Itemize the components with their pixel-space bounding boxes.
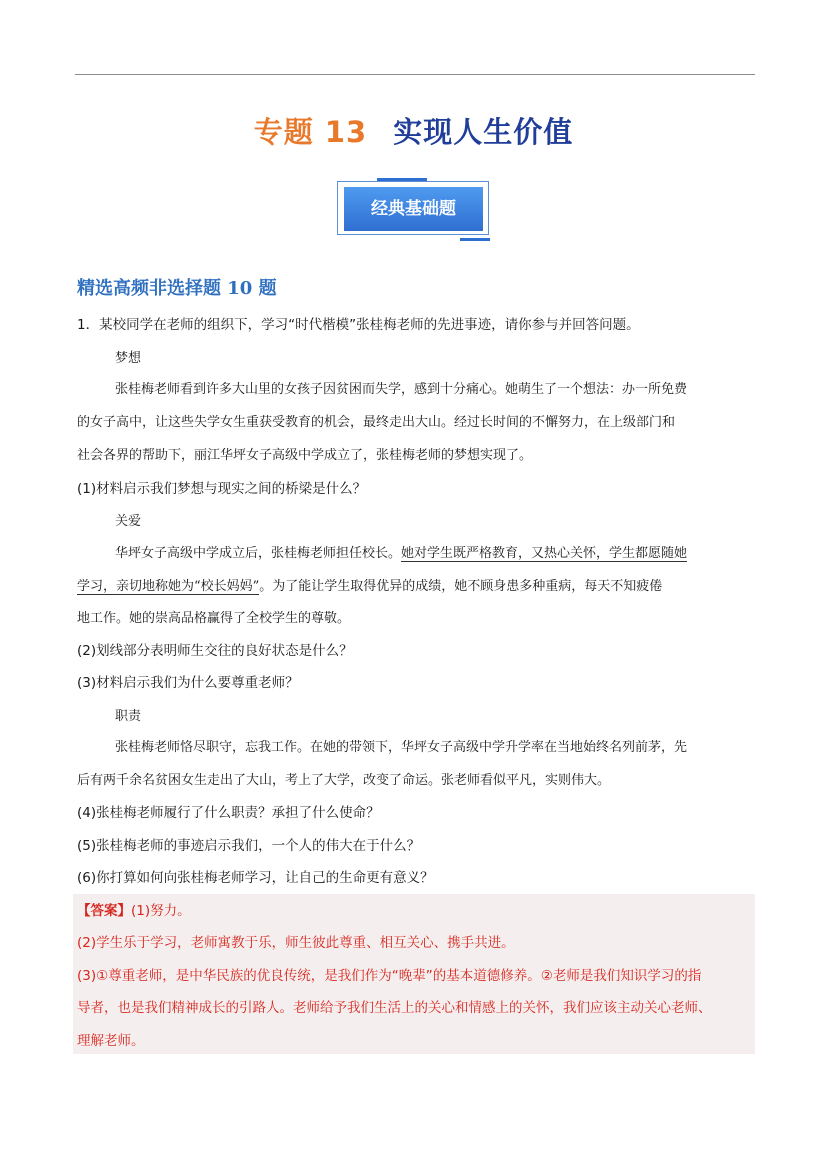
sub-question-2: (2)划线部分表明师生交往的良好状态是什么？ (77, 643, 353, 659)
sub-question-6: (6)你打算如何向张桂梅老师学习，让自己的生命更有意义？ (77, 870, 434, 886)
page-title (0, 110, 827, 151)
answer-line-3: 理解老师。 (77, 1033, 145, 1049)
answer-line-1: 【答案】(1)努力。 (77, 903, 191, 919)
material-line: 张桂梅老师恪尽职守，忘我工作。在她的带领下，华坪女子高级中学升学率在当地始终名列前茅，先 (115, 740, 688, 755)
material-line: 社会各界的帮助下，丽江华坪女子高级中学成立了，张桂梅老师的梦想实现了。 (77, 448, 533, 463)
material-heading-dream: 梦想 (115, 351, 142, 366)
sub-question-5: (5)张桂梅老师的事迹启示我们，一个人的伟大在于什么？ (77, 838, 421, 854)
answer-line-3: (3)①尊重老师，是中华民族的优良传统，是我们作为“晚辈”的基本道德修养。②老师是我们知识学习的指 (77, 968, 702, 984)
material-heading-care: 关爱 (115, 514, 142, 529)
title-prefix: 专题 13 (253, 115, 368, 149)
header-rule (75, 74, 755, 75)
sub-question-1: (1)材料启示我们梦想与现实之间的桥梁是什么？ (77, 481, 367, 497)
underlined-text: 学习，亲切地称她为“校长妈妈” (77, 579, 260, 594)
underlined-text: 她对学生既严格教育，又热心关怀，学生都愿随她 (401, 546, 688, 561)
badge-label: 经典基础题 (344, 187, 483, 231)
material-heading-duty: 职责 (115, 709, 142, 724)
category-badge (337, 181, 490, 238)
answer-tag: 【答案】 (77, 903, 131, 919)
answer-line-2: (2)学生乐于学习，老师寓教于乐，师生彼此尊重、相互关心、携手共进。 (77, 935, 515, 951)
question-intro: 1．某校同学在老师的组织下，学习“时代楷模”张桂梅老师的先进事迹，请你参与并回答问题。 (77, 317, 640, 333)
sub-question-4: (4)张桂梅老师履行了什么职责？承担了什么使命？ (77, 805, 380, 821)
section-heading: 精选高频非选择题 10 题 (77, 278, 277, 299)
material-line: 华坪女子高级中学成立后，张桂梅老师担任校长。她对学生既严格教育，又热心关怀，学生都愿随她 (115, 546, 688, 561)
material-line: 的女子高中，让这些失学女生重获受教育的机会，最终走出大山。经过长时间的不懈努力，在上级部门和 (77, 415, 676, 430)
answer-line-3: 导者，也是我们精神成长的引路人。老师给予我们生活上的关心和情感上的关怀，我们应该主动关心老师、 (77, 1000, 712, 1016)
sub-question-3: (3)材料启示我们为什么要尊重老师？ (77, 675, 299, 691)
material-line: 学习，亲切地称她为“校长妈妈”。为了能让学生取得优异的成绩，她不顾身患多种重病，每天不知疲倦 (77, 579, 663, 594)
title-main: 实现人生价值 (393, 115, 574, 149)
material-line: 地工作。她的崇高品格赢得了全校学生的尊敬。 (77, 611, 351, 626)
material-line: 张桂梅老师看到许多大山里的女孩子因贫困而失学，感到十分痛心。她萌生了一个想法：办一所免费 (115, 382, 688, 397)
material-line: 后有两千余名贫困女生走出了大山，考上了大学，改变了命运。张老师看似平凡，实则伟大。 (77, 773, 611, 788)
